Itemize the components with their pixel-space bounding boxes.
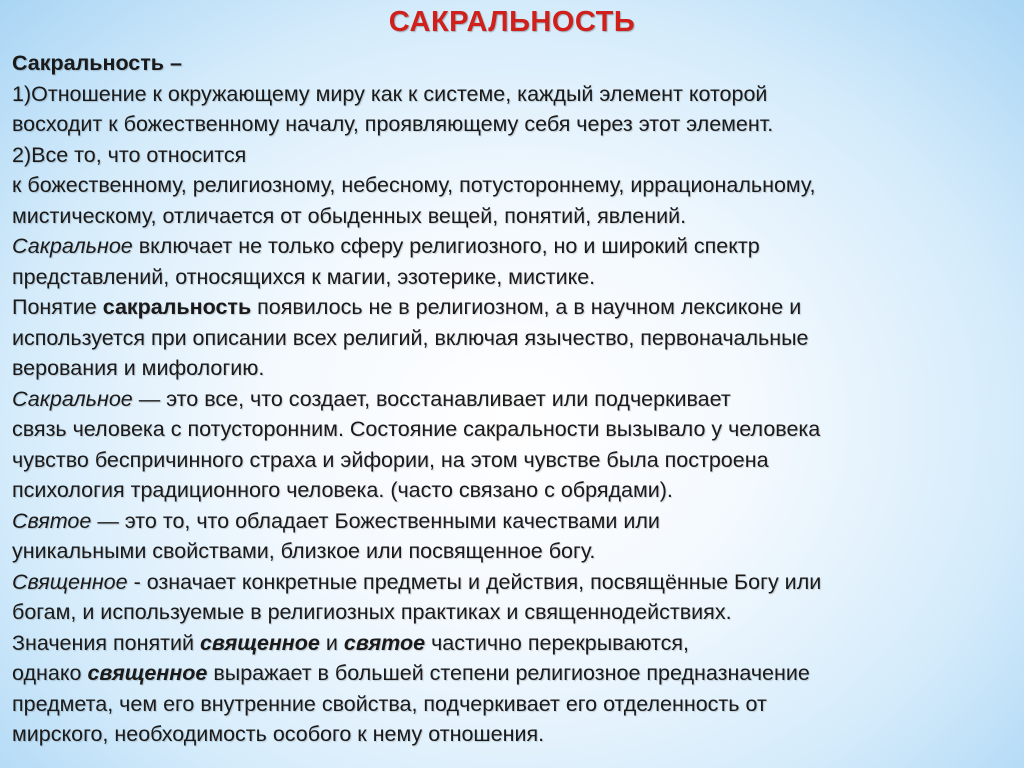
paragraph-text: появилось не в религиозном, а в научном лексиконе и	[251, 295, 802, 319]
definition-2-line-1: 2)Все то, что относится	[12, 142, 247, 167]
term-sacred-bold-italic: священное	[87, 661, 208, 685]
term-sacral: Сакральное	[12, 386, 133, 411]
slide-title: САКРАЛЬНОСТЬ	[388, 6, 636, 38]
term-sacred-bold-italic: священное	[199, 630, 320, 655]
paragraph-overlap-line-1	[12, 628, 1012, 659]
definition-1-line-2: восходит к божественному началу, проявляющему себя через этот элемент.	[12, 112, 774, 136]
paragraph-overlap-line-2	[12, 658, 1012, 689]
paragraph-sacral-link-line-2: связь человека с потусторонним. Состояние сакральности вызывало у человека	[12, 417, 821, 441]
paragraph-concept-line-3: верования и мифологию.	[12, 356, 265, 380]
paragraph-text: однако	[12, 661, 88, 685]
paragraph-concept-line-1	[12, 292, 1012, 323]
paragraph-concept-line-2: используется при описании всех религий, включая язычество, первоначальные	[12, 325, 809, 350]
paragraph-text: включает не только сферу религиозного, но и широкий спектр	[132, 234, 760, 258]
paragraph-sacral-link-line-4: психология традиционного человека. (часто связано с обрядами).	[12, 478, 673, 502]
paragraph-overlap-line-3: предмета, чем его внутренние свойства, подчеркивает его отделенность от	[12, 691, 767, 716]
definition-2-line-2: к божественному, религиозному, небесному, потустороннему, иррациональному,	[12, 173, 816, 197]
paragraph-text: — это все, что создает, восстанавливает или подчеркивает	[132, 386, 731, 411]
term-holy-bold-italic: святое	[343, 630, 426, 655]
paragraph-holy-line-1	[12, 506, 1012, 537]
paragraph-sacred-line-1	[12, 567, 1012, 598]
paragraph-text: выражает в большей степени религиозное предназначение	[207, 661, 810, 685]
definition-1-line-1: 1)Отношение к окружающему миру как к системе, каждый элемент которой	[12, 81, 768, 106]
slide-body	[12, 48, 1012, 750]
paragraph-holy-line-2: уникальными свойствами, близкое или посвященное богу.	[12, 539, 596, 563]
paragraph-overlap-line-4: мирского, необходимость особого к нему отношения.	[12, 722, 545, 746]
paragraph-text: частично перекрываются,	[425, 630, 689, 655]
term-sacral: Сакральное	[12, 234, 133, 258]
definition-heading: Сакральность –	[12, 51, 182, 75]
paragraph-sacred-line-2: богам, и используемые в религиозных практиках и священнодействиях.	[12, 600, 732, 624]
paragraph-sacral-scope-line-2: представлений, относящихся к магии, эзотерике, мистике.	[12, 264, 596, 289]
paragraph-sacral-scope-line-1	[12, 231, 1012, 262]
paragraph-sacral-link-line-3: чувство беспричинного страха и эйфории, на этом чувстве была построена	[12, 447, 769, 472]
paragraph-text: Значения понятий	[12, 630, 200, 655]
paragraph-sacral-link-line-1	[12, 384, 1012, 415]
paragraph-text: — это то, что обладает Божественными качествами или	[91, 508, 660, 533]
definition-2-line-3: мистическому, отличается от обыденных вещей, понятий, явлений.	[12, 203, 687, 228]
paragraph-text: и	[319, 630, 344, 655]
paragraph-text: Понятие	[12, 295, 103, 319]
paragraph-text: - означает конкретные предметы и действия, посвящённые Богу или	[127, 569, 822, 594]
term-sacred: Священное	[12, 569, 128, 594]
term-sacrality-bold: сакральность	[102, 295, 252, 319]
term-holy: Святое	[12, 508, 92, 533]
